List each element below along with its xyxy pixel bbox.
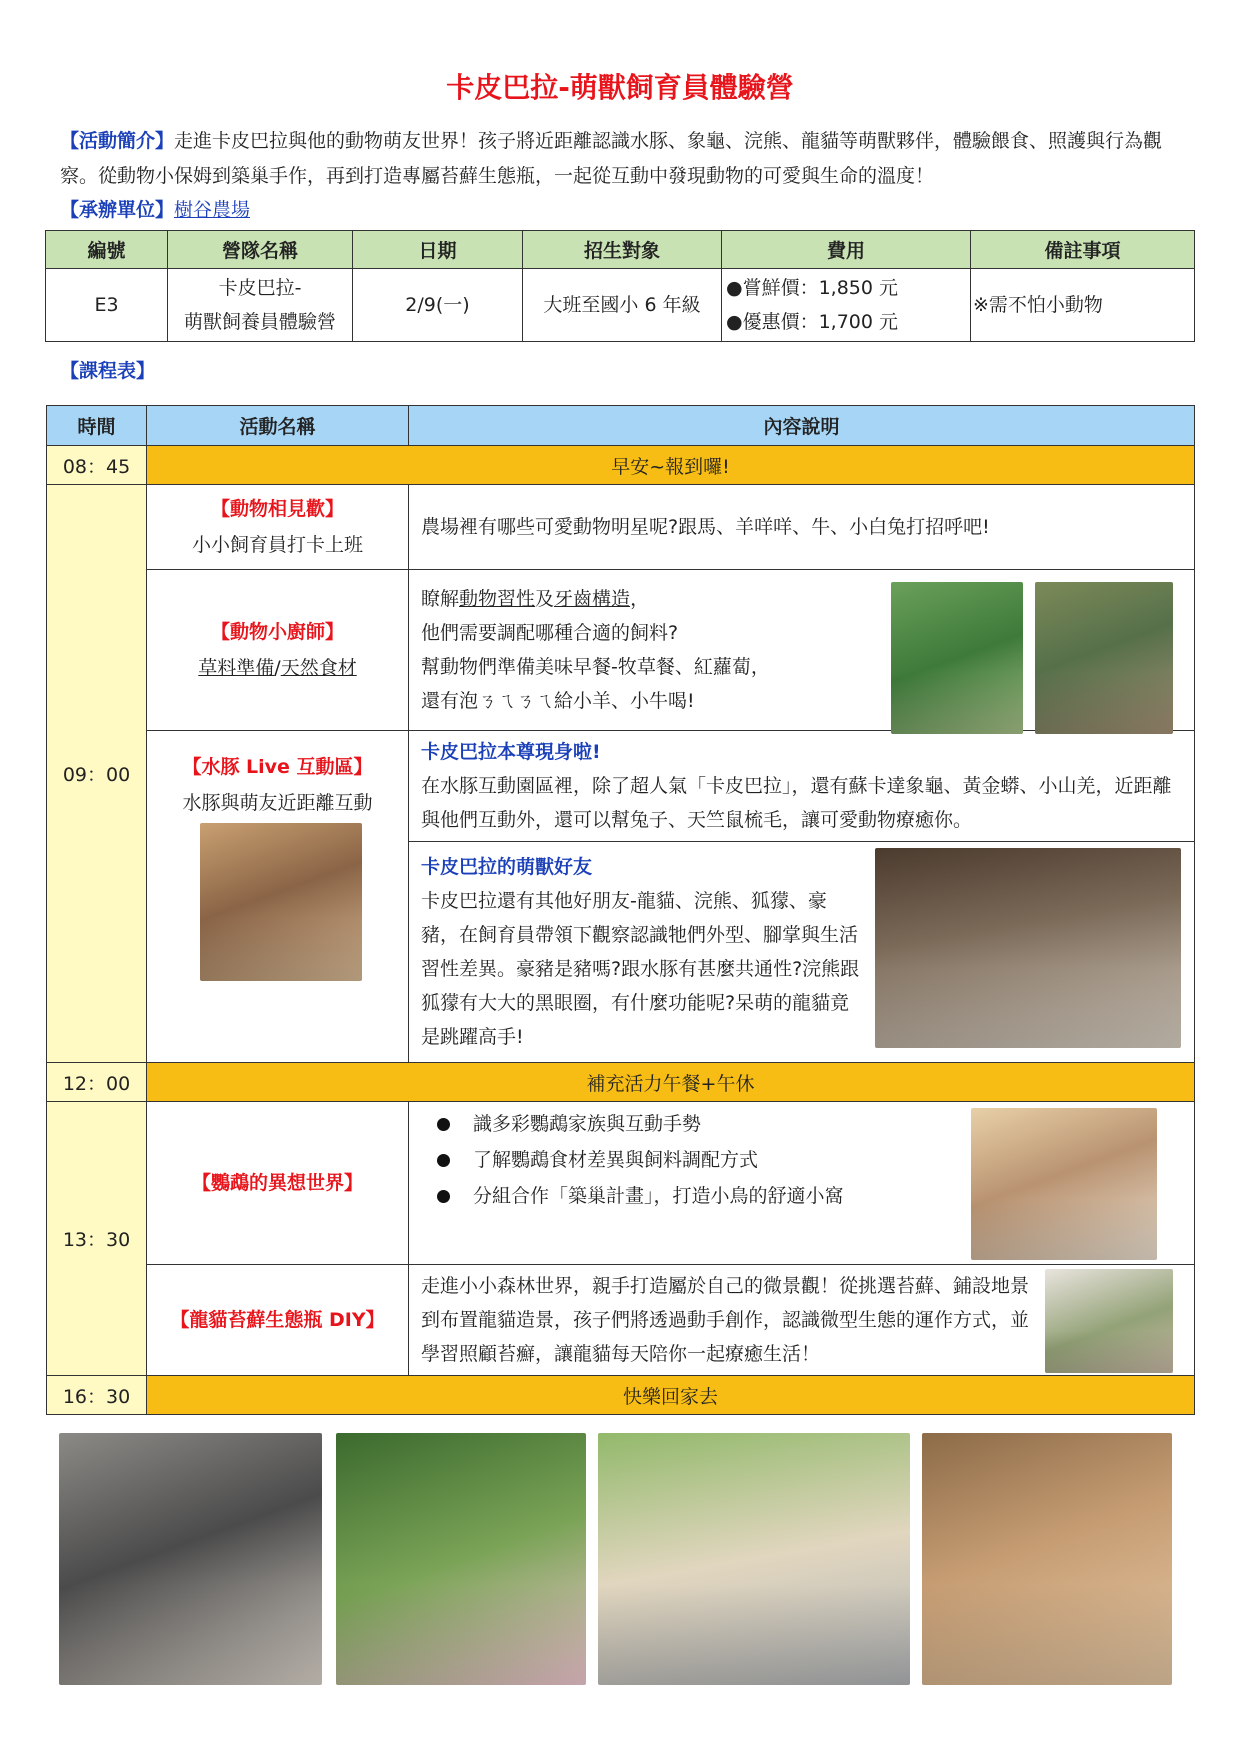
schedule-row-a2 bbox=[47, 570, 1195, 731]
schedule-header-activity: 活動名稱 bbox=[147, 406, 409, 446]
info-note: ※需不怕小動物 bbox=[971, 269, 1195, 342]
time-0900: 09：00 bbox=[47, 485, 147, 1063]
schedule-header-time: 時間 bbox=[47, 406, 147, 446]
activity-a3-title: 【水豚 Live 互動區】 bbox=[182, 756, 373, 778]
bullet-icon bbox=[437, 1190, 450, 1203]
schedule-row-a4 bbox=[47, 1102, 1195, 1265]
activity-a1-sub: 小小飼育員打卡上班 bbox=[191, 534, 363, 556]
intro-paragraph bbox=[60, 124, 1190, 194]
time-1330: 13：30 bbox=[47, 1102, 147, 1376]
content-a2-line3: 幫動物們準備美味早餐-牧草餐、紅蘿蔔， bbox=[421, 656, 770, 678]
content-a4-item-text: 識多彩鸚鵡家族與互動手勢 bbox=[473, 1113, 702, 1135]
photo-boy-with-chinchilla bbox=[200, 823, 362, 981]
info-camp-name bbox=[168, 269, 353, 342]
activity-a2 bbox=[147, 570, 409, 731]
schedule-table bbox=[46, 405, 1195, 1415]
photo-moss-terrarium bbox=[1045, 1269, 1173, 1373]
activity-a5 bbox=[147, 1265, 409, 1376]
activity-a1 bbox=[147, 485, 409, 570]
schedule-row-a1 bbox=[47, 485, 1195, 570]
content-a3-part1 bbox=[409, 731, 1195, 842]
schedule-row-a5 bbox=[47, 1265, 1195, 1376]
info-fee bbox=[722, 269, 971, 342]
activity-a2-sub-b: 天然食材 bbox=[280, 657, 357, 679]
intro-label: 【活動簡介】 bbox=[60, 130, 175, 152]
page-title: 卡皮巴拉-萌獸飼育員體驗營 bbox=[446, 71, 794, 104]
content-a2-line4: 還有泡ㄋㄟㄋㄟ給小羊、小牛喝! bbox=[421, 690, 695, 712]
schedule-header-content: 內容說明 bbox=[409, 406, 1195, 446]
photo-kids-with-meerkats bbox=[922, 1433, 1172, 1685]
organizer-link[interactable]: 樹谷農場 bbox=[174, 199, 251, 221]
content-a5 bbox=[409, 1265, 1195, 1376]
content-a3-part2 bbox=[409, 842, 1195, 1063]
activity-a3-sub: 水豚與萌友近距離互動 bbox=[182, 792, 373, 814]
info-header-fee: 費用 bbox=[722, 231, 971, 269]
activity-a3 bbox=[147, 731, 409, 1063]
content-a5-text: 走進小小森林世界，親手打造屬於自己的微景觀！從挑選苔蘚、鋪設地景到布置龍貓造景，孩子們將透過動手創作，認識微型生態的運作方式，並學習照顧苔癬，讓龍貓每天陪你一起療癒生活！ bbox=[421, 1275, 1030, 1365]
band-home: 快樂回家去 bbox=[147, 1376, 1195, 1415]
bullet-icon bbox=[437, 1118, 450, 1131]
time-1630: 16：30 bbox=[47, 1376, 147, 1415]
activity-a2-sub-a: 草料準備 bbox=[198, 657, 275, 679]
info-header-row bbox=[46, 231, 1195, 269]
bottom-photo-strip bbox=[0, 1433, 1240, 1685]
info-date: 2/9(一) bbox=[353, 269, 523, 342]
info-row bbox=[46, 269, 1195, 342]
content-a4-item-text: 了解鸚鵡食材差異與飼料調配方式 bbox=[473, 1149, 759, 1171]
photo-child-feeding-grass bbox=[891, 582, 1023, 734]
photo-child-feeding-goat bbox=[1035, 582, 1173, 734]
content-a2-line2: 他們需要調配哪種合適的飼料? bbox=[421, 622, 679, 644]
schedule-row-lunch bbox=[47, 1063, 1195, 1102]
info-fee-discount: ●優惠價：1,700 元 bbox=[726, 311, 899, 333]
content-a4 bbox=[409, 1102, 1195, 1265]
content-a2-l1c: 及 bbox=[535, 588, 555, 610]
info-header-date: 日期 bbox=[353, 231, 523, 269]
schedule-row-home bbox=[47, 1376, 1195, 1415]
info-header-id: 編號 bbox=[46, 231, 168, 269]
bullet-icon bbox=[437, 1154, 450, 1167]
time-0845: 08：45 bbox=[47, 446, 147, 485]
info-camp-name-line1: 卡皮巴拉- bbox=[218, 277, 302, 299]
info-header-name: 營隊名稱 bbox=[168, 231, 353, 269]
activity-a4-title: 【鸚鵡的異想世界】 bbox=[191, 1172, 363, 1194]
info-target: 大班至國小 6 年級 bbox=[523, 269, 722, 342]
schedule-row-checkin bbox=[47, 446, 1195, 485]
info-camp-name-line2: 萌獸飼養員體驗營 bbox=[183, 311, 336, 333]
camp-info-table bbox=[45, 230, 1195, 342]
schedule-label: 【課程表】 bbox=[60, 360, 156, 382]
organizer-line bbox=[60, 195, 250, 225]
content-a3-para1: 在水豚互動園區裡，除了超人氣「卡皮巴拉」，還有蘇卡達象龜、黃金蟒、小山羌，近距離與他們互動外，還可以幫兔子、天竺鼠梳毛，讓可愛動物療癒你。 bbox=[421, 775, 1172, 831]
activity-a2-sub bbox=[148, 650, 407, 686]
content-a3-heading2: 卡皮巴拉的萌獸好友 bbox=[421, 856, 593, 878]
content-a2-l1e: ， bbox=[630, 588, 650, 610]
content-a2-l1b: 動物習性 bbox=[459, 588, 536, 610]
intro-text: 走進卡皮巴拉與他的動物萌友世界！孩子將近距離認識水豚、象龜、浣熊、龍貓等萌獸夥伴，體驗餵食、照護與行為觀察。從動物小保姆到築巢手作，再到打造專屬苔蘚生態瓶，一起從互動中發現動物的可愛與生命的溫度！ bbox=[60, 130, 1163, 187]
band-lunch: 補充活力午餐+午休 bbox=[147, 1063, 1195, 1102]
activity-a5-title: 【龍貓苔蘚生態瓶 DIY】 bbox=[170, 1309, 385, 1331]
activity-a2-title: 【動物小廚師】 bbox=[210, 621, 344, 643]
info-id: E3 bbox=[46, 269, 168, 342]
time-1200: 12：00 bbox=[47, 1063, 147, 1102]
info-fee-trial: ●嘗鮮價：1,850 元 bbox=[726, 277, 899, 299]
photo-boy-with-capybara bbox=[875, 848, 1181, 1048]
activity-a3-photo-wrap bbox=[148, 821, 407, 999]
activity-a1-title: 【動物相見歡】 bbox=[210, 498, 344, 520]
info-header-target: 招生對象 bbox=[523, 231, 722, 269]
content-a2-text bbox=[421, 582, 861, 718]
organizer-label: 【承辦單位】 bbox=[60, 199, 175, 221]
content-a4-item-text: 分組合作「築巢計畫」，打造小鳥的舒適小窩 bbox=[473, 1185, 844, 1207]
activity-a2-sub-sep: / bbox=[274, 657, 281, 679]
content-a2-l1a: 瞭解 bbox=[421, 588, 460, 610]
photo-kids-holding-python bbox=[598, 1433, 910, 1685]
content-a2-line1 bbox=[421, 582, 861, 616]
content-a2-l1d: 牙齒構造 bbox=[554, 588, 631, 610]
schedule-header-row bbox=[47, 406, 1195, 446]
content-a3-text2 bbox=[421, 850, 861, 1054]
schedule-row-a3a bbox=[47, 731, 1195, 842]
content-a3-para2: 卡皮巴拉還有其他好朋友-龍貓、浣熊、狐獴、豪豬，在飼育員帶領下觀察認識牠們外型、腳掌與生活習性差異。豪豬是豬嗎?跟水豚有甚麼共通性?浣熊跟狐獴有大大的黑眼圈，有什麼功能呢?呆萌的龍貓竟是跳躍高手! bbox=[421, 890, 860, 1048]
content-a2 bbox=[409, 570, 1195, 731]
photo-girl-with-terrarium bbox=[336, 1433, 586, 1685]
photo-girl-with-goats bbox=[59, 1433, 322, 1685]
photo-girl-with-parrot bbox=[971, 1108, 1157, 1260]
activity-a4 bbox=[147, 1102, 409, 1265]
content-a1: 農場裡有哪些可愛動物明星呢?跟馬、羊咩咩、牛、小白兔打招呼吧! bbox=[409, 485, 1195, 570]
info-header-note: 備註事項 bbox=[971, 231, 1195, 269]
content-a3-heading1: 卡皮巴拉本尊現身啦! bbox=[421, 741, 601, 763]
band-checkin: 早安~報到囉! bbox=[147, 446, 1195, 485]
